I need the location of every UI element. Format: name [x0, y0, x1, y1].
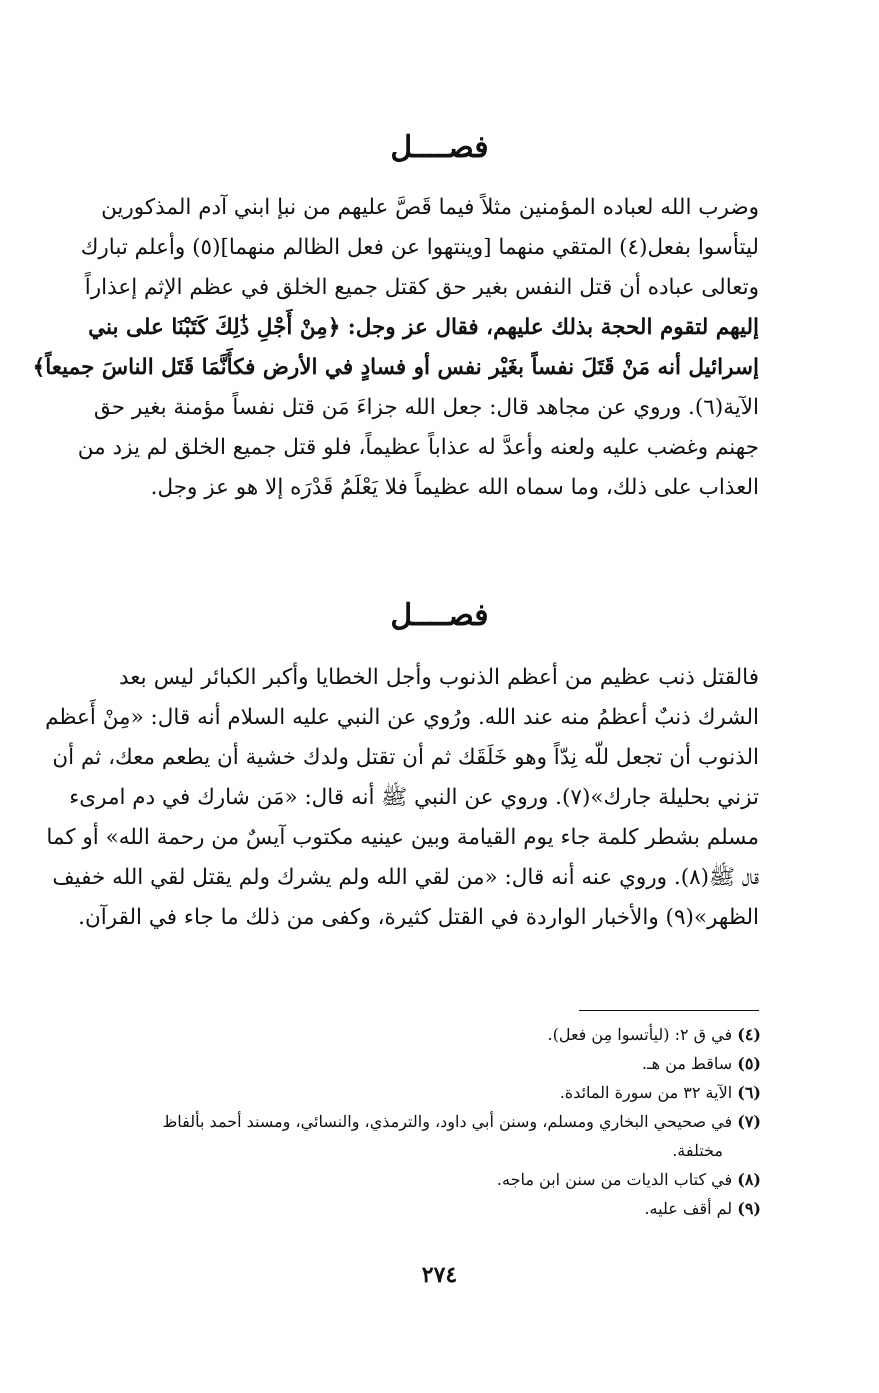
text-line: فالقتل ذنب عظيم من أعظم الذنوب وأجل الخطايا وأكبر الكبائر ليس بعد	[119, 665, 759, 690]
section-heading-2: فصــــل	[390, 598, 489, 633]
footnote-text: في ق ٢: (ليأتسوا مِن فعل).	[547, 1025, 733, 1044]
text-line: الذنوب أن تجعل للّه نِدّاً وهو خَلَقَك ثم أن تقتل ولدك خشية أن يطعم معك، ثم أن	[52, 745, 759, 770]
footnote-text: الآية ٣٢ من سورة المائدة.	[559, 1083, 733, 1102]
text-line: العذاب على ذلك، وما سماه الله عظيماً فلا يَعْلَمُ قَدْرَه إلا هو عز وجل.	[150, 475, 759, 500]
footnote-item	[41, 1165, 761, 1194]
text-line: تزني بحليلة جارك»(٧). وروي عن النبي ﷺ أنه قال: «مَن شارك في دم امرىء	[69, 785, 759, 810]
footnote-number: (٧)	[737, 1112, 761, 1131]
paragraph-2	[45, 658, 759, 938]
footnote-number: (٦)	[737, 1083, 761, 1102]
footnote-continuation: مختلفة.	[672, 1141, 723, 1160]
text-line: وضرب الله لعباده المؤمنين مثلاً فيما قَصَّ عليهم من نبإ ابني آدم المذكورين	[101, 195, 759, 220]
footnote-item	[41, 1078, 761, 1107]
footnote-text: لم أقف عليه.	[644, 1199, 733, 1218]
footnote-item	[41, 1020, 761, 1049]
page-number: ٢٧٤	[421, 1262, 458, 1288]
text-line: قال ﷺ(٨). وروي عنه أنه قال: «من لقي الله ولم يشرك ولم يقتل لقي الله خفيف	[52, 865, 759, 890]
footnote-item	[41, 1049, 761, 1078]
text-line: وتعالى عباده أن قتل النفس بغير حق كقتل جميع الخلق في عظم الإثم إعذاراً	[84, 275, 759, 300]
paragraph-1	[32, 188, 759, 508]
footnote-item	[41, 1194, 761, 1223]
text-line: مسلم بشطر كلمة جاء يوم القيامة وبين عينيه مكتوب آيسٌ من رحمة الله» أو كما	[46, 825, 759, 850]
footnote-text: في صحيحي البخاري ومسلم، وسنن أبي داود، والترمذي، والنسائي، ومسند أحمد بألفاظ	[162, 1112, 733, 1131]
text-line: جهنم وغضب عليه ولعنه وأعدَّ له عذاباً عظيماً، فلو قتل جميع الخلق لم يزد من	[77, 435, 759, 460]
footnote-number: (٩)	[737, 1199, 761, 1218]
footnote-number: (٨)	[737, 1170, 761, 1189]
text-line-quran: إسرائيل أنه مَنْ قَتَلَ نفساً بغَيْر نفس أو فسادٍ في الأرض فكأَنَّمَا قَتَل الناسَ جميعاً﴾	[32, 355, 759, 380]
text-line: الآية(٦). وروي عن مجاهد قال: جعل الله جزاءَ مَن قتل نفساً مؤمنة بغير حق	[93, 395, 759, 420]
text-line-quran: إليهم لتقوم الحجة بذلك عليهم، فقال عز وجل: ﴿مِنْ أَجْلِ ذَٰلِكَ كَتَبْنَا على بني	[88, 315, 759, 340]
footnote-number: (٥)	[737, 1054, 761, 1073]
footnote-number: (٤)	[737, 1025, 761, 1044]
footnote-divider	[579, 1010, 759, 1011]
footnote-text: في كتاب الديات من سنن ابن ماجه.	[496, 1170, 733, 1189]
footnotes	[41, 1020, 761, 1223]
text-line: ليتأسوا بفعل(٤) المتقي منهما [وينتهوا عن فعل الظالم منهما](٥) وأعلم تبارك	[80, 235, 759, 260]
footnote-item	[41, 1107, 761, 1165]
footnote-text: ساقط من هـ.	[641, 1054, 733, 1073]
text-line: الظهر»(٩) والأخبار الواردة في القتل كثيرة، وكفى من ذلك ما جاء في القرآن.	[78, 905, 759, 930]
text-line: الشرك ذنبٌ أعظمُ منه عند الله. ورُوي عن النبي عليه السلام أنه قال: «مِنْ أَعظم	[45, 705, 759, 730]
section-heading-1: فصــــل	[390, 130, 489, 165]
